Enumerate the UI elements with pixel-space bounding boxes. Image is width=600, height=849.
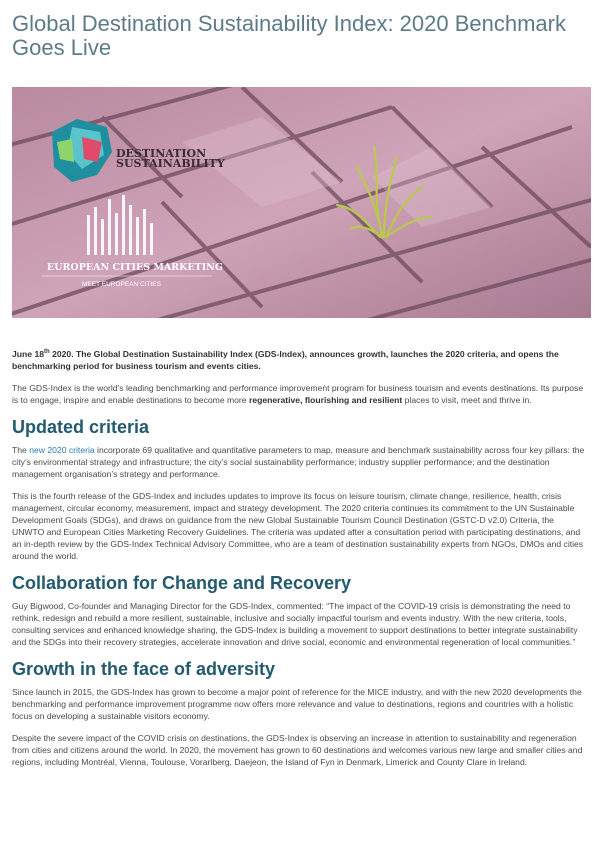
article-body <box>12 346 588 778</box>
hero-image <box>12 87 591 318</box>
heading-updated-criteria: Updated criteria <box>12 416 150 437</box>
criteria-paragraph-1: The new 2020 criteria incorporate 69 qualitative and quantitative parameters to map, measure and benchmark sustainability across four key pillars: the city’s environmental strategy and infrastructure; the city’s social sustainability performance; industry supplier performance; and the destination management organisation’s strategy and performance. <box>12 444 585 479</box>
collaboration-paragraph: Guy Bigwood, Co-founder and Managing Director for the GDS-Index, commented: “The impact of the COVID-19 crisis is demonstrating the need to rethink, redesign and rebuild a more resilient, sustainable, inclusive and socially impactful tourism and events industry. With the new criteria, tools, consulting services and enhanced knowledge sharing, the GDS-Index is building a movement to support destinations to better integrate sustainability and the SDGs into their recovery strategies, accelerate innovation and drive social, economic and environmental regeneration of local communities.” <box>12 600 578 647</box>
intro-paragraph: The GDS-Index is the world’s leading benchmarking and performance improvement program for business tourism and events destinations. Its purpose is to engage, inspire and enable destinations to become more regenerative, flourishing and resilient places to visit, meet and thrive in. <box>12 382 584 405</box>
heading-growth: Growth in the face of adversity <box>12 658 276 679</box>
svg-text:EUROPEAN CITIES MARKETING: EUROPEAN CITIES MARKETING <box>47 262 223 273</box>
growth-paragraph-2: Despite the severe impact of the COVID crisis on destinations, the GDS-Index is observing an increase in attention to sustainability and regeneration from cities and citizens around the world. In 2020, the movement has grown to 60 destinations and welcomes various new large and smaller cities and regions, including Montréal, Vienna, Toulouse, Vorarlberg, Daejeon, the Island of Fyn in Denmark, Limerick and County Clare in Ireland. <box>12 732 583 767</box>
new-criteria-link[interactable]: new 2020 criteria <box>29 444 95 455</box>
svg-text:DESTINATION: DESTINATION <box>116 147 207 160</box>
svg-text:MEET EUROPEAN CITIES: MEET EUROPEAN CITIES <box>82 281 161 288</box>
heading-collaboration: Collaboration for Change and Recovery <box>12 572 352 593</box>
intro-lead: June 18th 2020. The Global Destination Sustainability Index (GDS-Index), announces growth, launches the 2020 criteria, and opens the benchmarking period for business tourism and events cities. <box>12 348 559 371</box>
criteria-paragraph-2: This is the fourth release of the GDS-Index and includes updates to improve its focus on leisure tourism, climate change, resilience, health, crisis management, circular economy, measurement, impact and strategy development. The 2020 criteria continues its commitment to the UN Sustainable Development Goals (SDGs), and draws on guidance from the new Global Sustainable Tourism Council Destination (GSTC-D v2.0) Criteria, the UNWTO and European Cities Marketing Recovery Guidelines. The criteria was updated after a consultation period with participating destinations, and an in-depth review by the GDS-Index Technical Advisory Committee, who are a team of destination sustainability experts from NGOs, DMOs and cities around the world. <box>12 490 584 561</box>
svg-text:SUSTAINABILITY: SUSTAINABILITY <box>116 157 225 170</box>
page-title: Global Destination Sustainability Index: 2020 Benchmark Goes Live <box>12 11 566 60</box>
paving-stones-photo <box>12 87 591 318</box>
growth-paragraph-1: Since launch in 2015, the GDS-Index has grown to become a major point of reference for the MICE industry, and with the new 2020 developments the benchmarking and performance improvement programme now offers more relevance and value to destinations, regions and countries with a holistic focus on developing a sustainable visitors economy. <box>12 686 582 721</box>
